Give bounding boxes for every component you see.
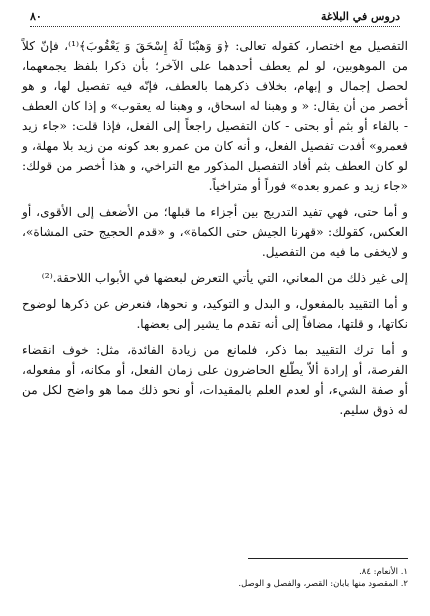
header-title: دروس في البلاغة <box>321 9 400 23</box>
footnote: ١. الأنعام: ٨٤. <box>359 567 408 577</box>
paragraph: التفصيل مع اختصار، كقوله تعالى: ﴿وَ وَهبْنَا لَهُ إِسْحَقَ وَ يَعْقُوبَ﴾⁽¹⁾، فإنّ كلاً من الموهوبين، لو لم يعطف أحدهما على الآخر؛ بأن ذكرا بلفظ يجمعهما، لحصل إجمال و إبهام، بخلاف ذكرهما بالعطف، فإنّه فيه تفصيل لها، و هو أخصر من أن يقال: « و وهبنا له اسحاق، و وهبنا له يعقوب» و إذا كان العطف - بالفاء أو بثم أو بحتى - كان التفصيل راجعاً إلى الفعل، فإذا قلت: «جاء زيد فعمرو» أفدت تفصيل الفعل، و أنه كان من عمرو بعد كونه من زيد بلا مهلة، و لو كان العطف بثم أفاد التفصيل المذكور مع التراخي، و هذا أخصر من قولك: «جاء زيد و عمرو بعده» فوراً أو متراخياً. <box>22 39 408 193</box>
paragraph: إلى غير ذلك من المعاني، التي يأتي التعرض لبعضها في الأبواب اللاحقة.⁽²⁾ <box>41 271 408 285</box>
footnote: ٢. المقصود منها بابان: القصر، والفصل و الوصل. <box>238 579 408 589</box>
footnote-separator <box>248 558 408 559</box>
running-header <box>30 6 400 27</box>
paragraph: و أما حتى، فهي تفيد التدريج بين أجزاء ما قبلها؛ من الأضعف إلى الأقوى، أو العكس، كقولك: «قهرنا الجيش حتى الكماة»، و «قدم الحجيج حتى المشاة»، و لايخفى ما فيه من التفصيل. <box>22 205 408 259</box>
paragraph: و أما ترك التقييد بما ذكر، فلمانع من زيادة الفائدة، مثل: خوف انقضاء الفرصة، أو إرادة ألاّ يطّلع الحاضرون على زمان الفعل، أو مكانه، أو مفعوله، أو صفة الشيء، أو لعدم العلم بالمقيدات، أو نحو ذلك مما هو واضح لكل من له ذوق سليم. <box>22 343 408 417</box>
paragraph: و أما التقييد بالمفعول، و البدل و التوكيد، و نحوها، فنعرض عن ذكرها لوضوح نكاتها، و قلتها، مضافاً إلى أنه تقدم ما يشير إلى بعضها. <box>22 297 408 331</box>
page-number: ٨٠ <box>30 9 42 23</box>
body-text <box>22 36 408 424</box>
footnotes <box>22 566 408 590</box>
